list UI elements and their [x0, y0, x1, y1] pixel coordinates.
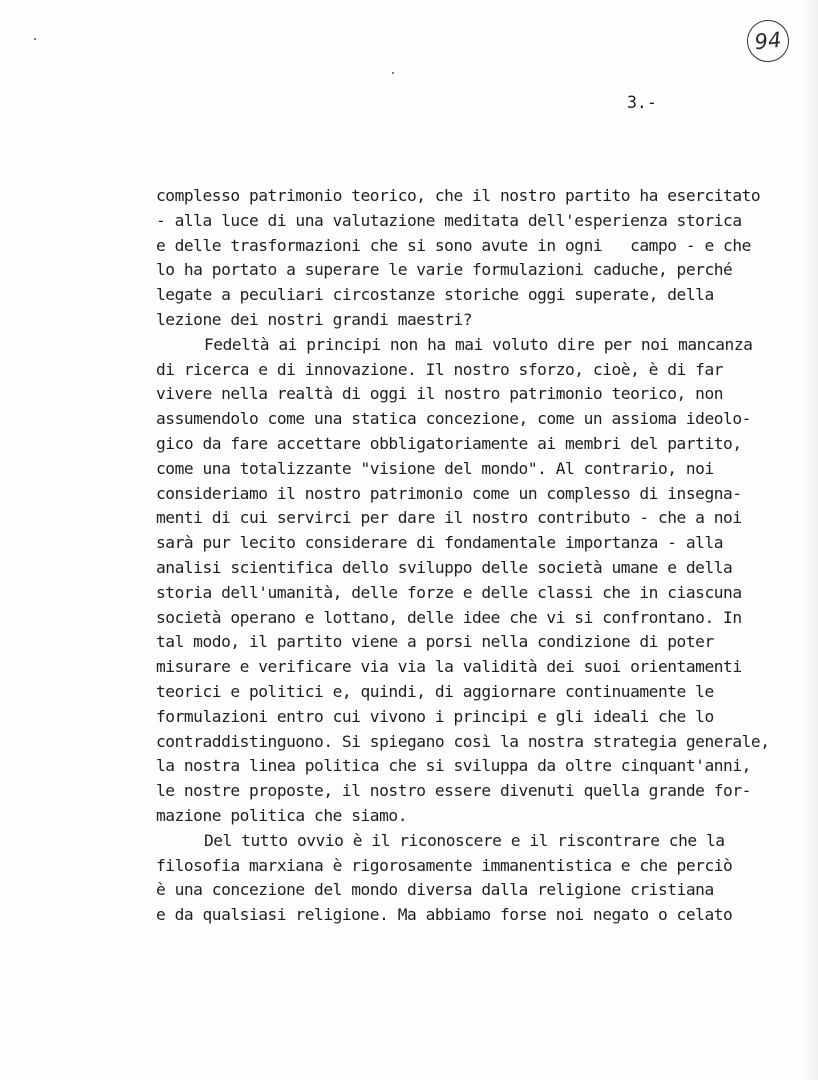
text-line: assumendolo come una statica concezione, come un assioma ideolo-	[156, 409, 751, 429]
text-line: storia dell'umanità, delle forze e delle classi che in ciascuna	[156, 582, 742, 602]
page-number: 3.-	[627, 93, 657, 112]
scan-edge-shadow	[802, 0, 818, 1080]
paragraph-start-line: Fedeltà ai principi non ha mai voluto dire per noi mancanza	[204, 334, 753, 354]
text-line: misurare e verificare via via la validità dei suoi orientamenti	[156, 657, 742, 677]
text-line: - alla luce di una valutazione meditata dell'esperienza storica	[156, 210, 742, 230]
text-line: società operano e lottano, delle idee che vi si confrontano. In	[156, 607, 742, 627]
text-line: come una totalizzante "visione del mondo". Al contrario, noi	[156, 458, 714, 478]
text-line: tal modo, il partito viene a porsi nella condizione di poter	[156, 632, 714, 652]
paragraph-start-line: Del tutto ovvio è il riconoscere e il riscontrare che la	[204, 830, 725, 850]
text-line: gico da fare accettare obbligatoriamente ai membri del partito,	[156, 433, 742, 453]
text-line: lo ha portato a superare le varie formulazioni caduche, perché	[156, 260, 733, 280]
text-line: vivere nella realtà di oggi il nostro patrimonio teorico, non	[156, 384, 724, 404]
text-line: legate a peculiari circostanze storiche oggi superate, della	[156, 285, 714, 305]
text-line: le nostre proposte, il nostro essere divenuti quella grande for-	[156, 781, 751, 801]
text-line: è una concezione del mondo diversa dalla religione cristiana	[156, 880, 714, 900]
paper-speck	[392, 72, 394, 74]
text-line: contraddistinguono. Si spiegano così la nostra strategia generale,	[156, 731, 770, 751]
text-line: analisi scientifica dello sviluppo delle società umane e della	[156, 557, 733, 577]
paper-speck	[34, 38, 36, 40]
text-line: di ricerca e di innovazione. Il nostro sforzo, cioè, è di far	[156, 359, 724, 379]
text-line: teorici e politici e, quindi, di aggiornare continuamente le	[156, 681, 714, 701]
text-line: consideriamo il nostro patrimonio come un complesso di insegna-	[156, 483, 742, 503]
handwritten-folio-number	[745, 18, 791, 64]
text-line: e delle trasformazioni che si sono avute in ogni campo - e che	[156, 235, 751, 255]
text-line: la nostra linea politica che si sviluppa da oltre cinquant'anni,	[156, 756, 751, 776]
text-line: filosofia marxiana è rigorosamente immanentistica e che perciò	[156, 855, 733, 875]
text-line: complesso patrimonio teorico, che il nostro partito ha esercitato	[156, 186, 761, 205]
text-line: formulazioni entro cui vivono i principi e gli ideali che lo	[156, 706, 714, 726]
body-text	[156, 184, 770, 928]
folio-number-text: 94	[753, 27, 783, 55]
text-line: e da qualsiasi religione. Ma abbiamo forse noi negato o celato	[156, 905, 733, 925]
text-line: sarà pur lecito considerare di fondamentale importanza - alla	[156, 533, 724, 553]
text-line: lezione dei nostri grandi maestri?	[156, 309, 473, 329]
text-line: mazione politica che siamo.	[156, 805, 407, 825]
text-line: menti di cui servirci per dare il nostro contributo - che a noi	[156, 508, 742, 528]
